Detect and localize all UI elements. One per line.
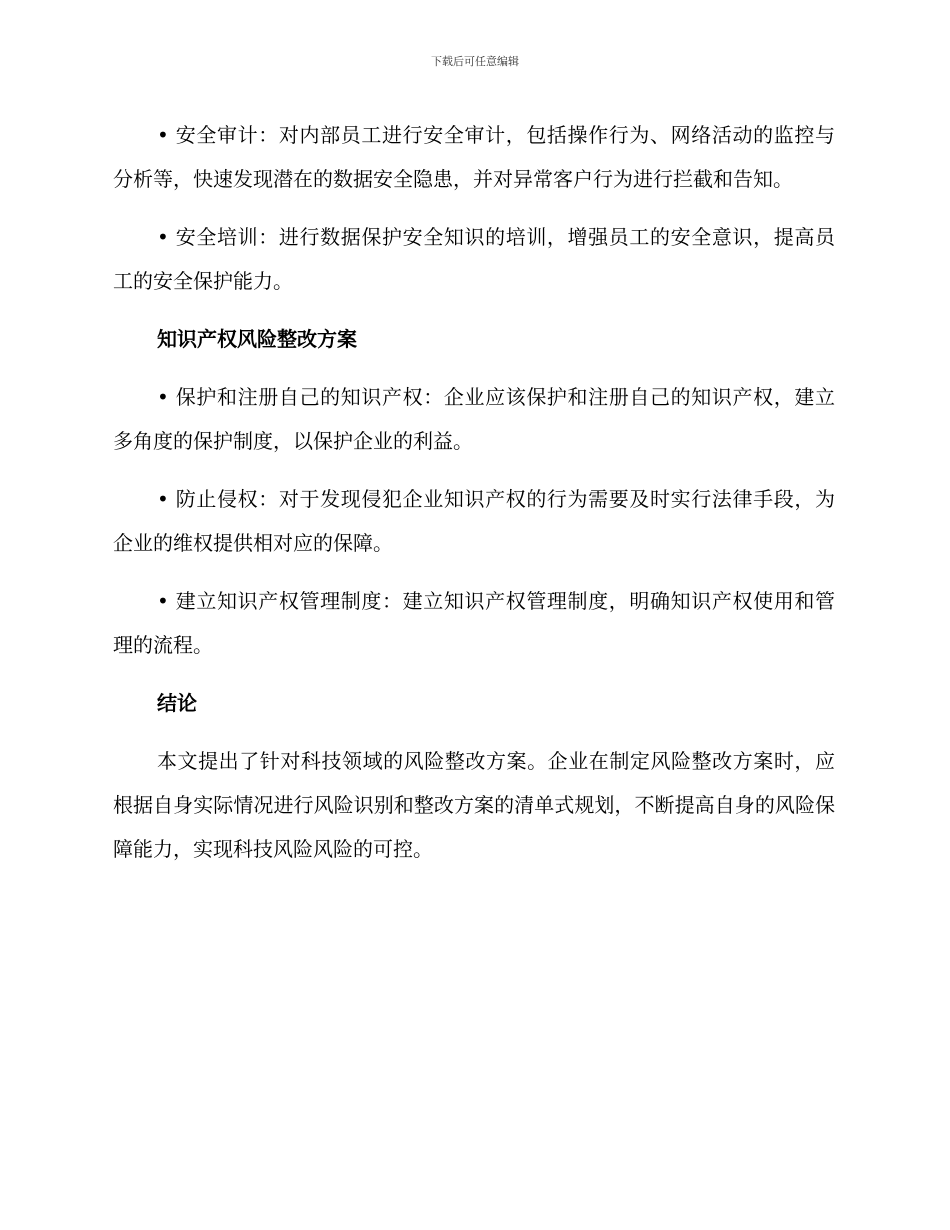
section-heading-conclusion: 结论 bbox=[157, 691, 197, 715]
page-header: 下载后可任意编辑 bbox=[431, 55, 519, 68]
paragraph-conclusion: 本文提出了针对科技领域的风险整改方案。企业在制定风险整改方案时，应根据自身实际情况进行风险识别和整改方案的清单式规划，不断提高自身的风险保障能力，实现科技风险风险的可控。 bbox=[113, 749, 835, 861]
paragraph-security-audit: • 安全审计：对内部员工进行安全审计，包括操作行为、网络活动的监控与分析等，快速发现潜在的数据安全隐患，并对异常客户行为进行拦截和告知。 bbox=[113, 123, 835, 191]
paragraph-security-training: • 安全培训：进行数据保护安全知识的培训，增强员工的安全意识，提高员工的安全保护能力。 bbox=[113, 225, 835, 293]
document-body bbox=[113, 113, 835, 885]
section-heading-ip-risk: 知识产权风险整改方案 bbox=[157, 327, 357, 351]
paragraph-ip-protect-register: • 保护和注册自己的知识产权：企业应该保护和注册自己的知识产权，建立多角度的保护制度，以保护企业的利益。 bbox=[113, 385, 835, 453]
paragraph-ip-management-system: • 建立知识产权管理制度：建立知识产权管理制度，明确知识产权使用和管理的流程。 bbox=[113, 589, 835, 657]
paragraph-prevent-infringement: • 防止侵权：对于发现侵犯企业知识产权的行为需要及时实行法律手段，为企业的维权提供相对应的保障。 bbox=[113, 487, 835, 555]
